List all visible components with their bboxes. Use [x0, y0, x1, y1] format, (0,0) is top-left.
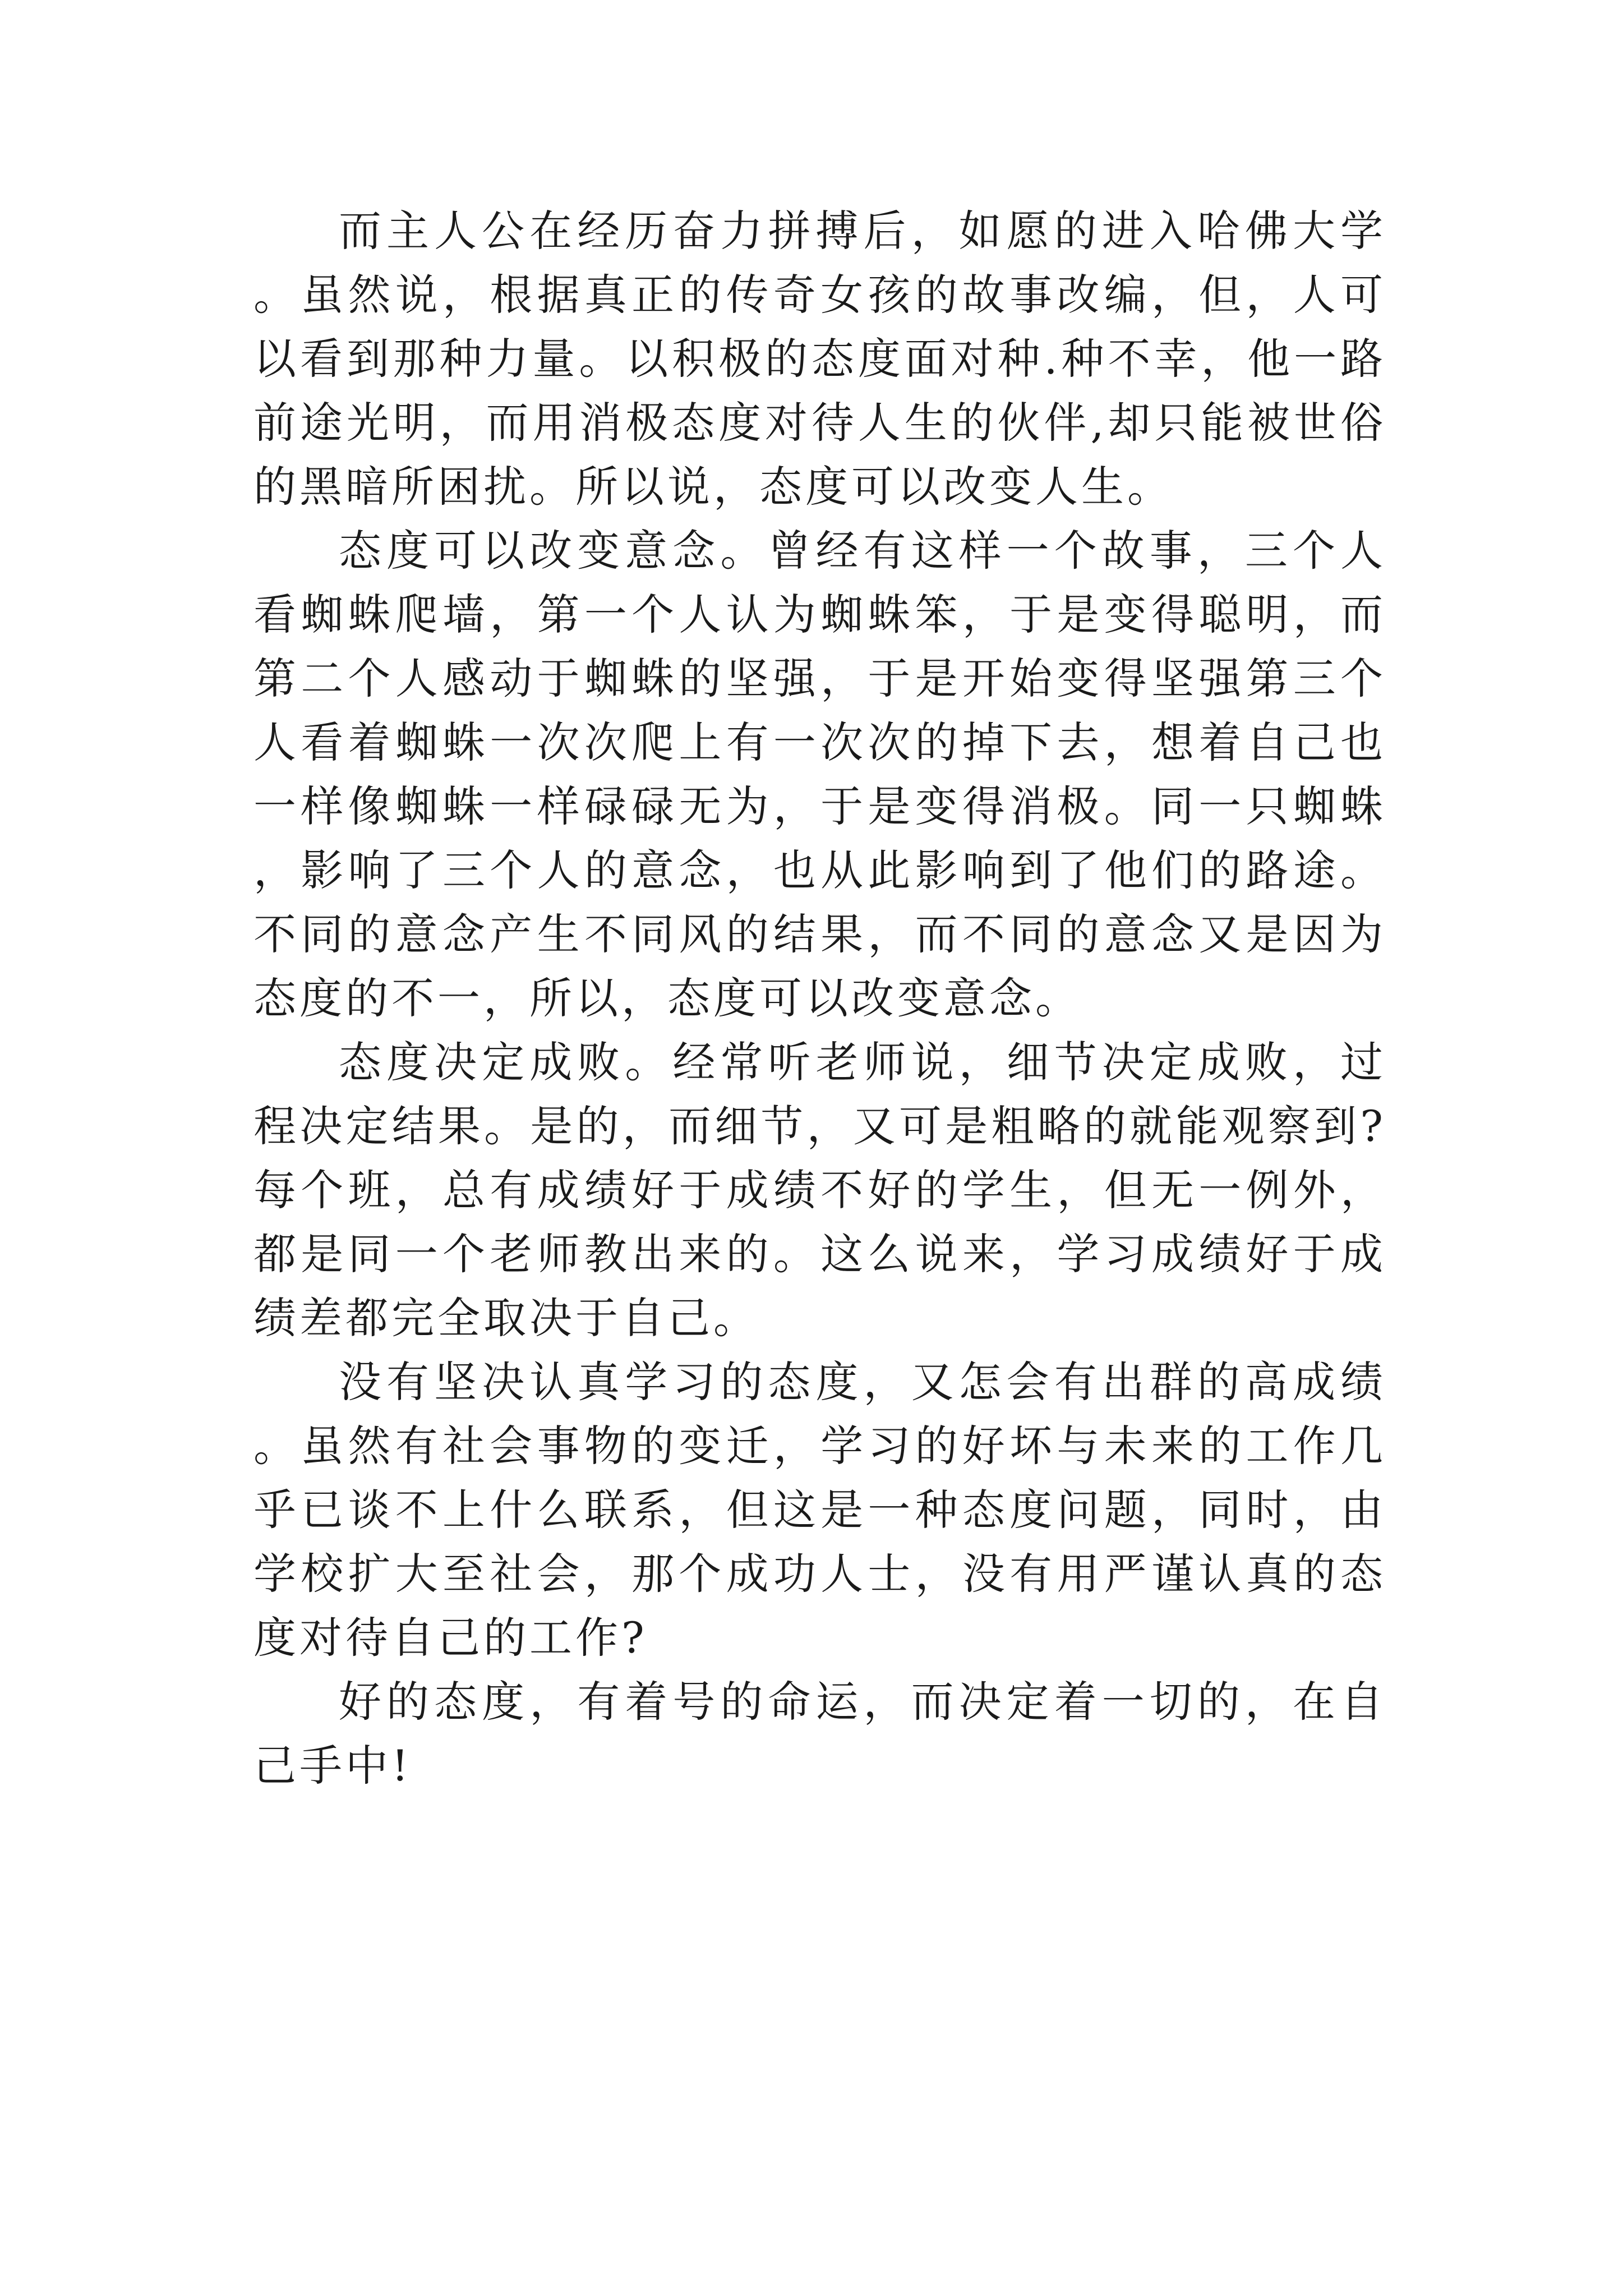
paragraph-1: 而主人公在经历奋力拼搏后，如愿的进入哈佛大学。虽然说，根据真正的传奇女孩的故事改编，但，人可以看到那种力量。以积极的态度面对种.种不幸，他一路前途光明，而用消极态度对待人生的伙伴,却只能被世俗的黑暗所困扰。所以说，态度可以改变人生。 [253, 206, 1386, 512]
paragraph-3: 态度决定成败。经常听老师说，细节决定成败，过程决定结果。是的，而细节，又可是粗略的就能观察到?每个班，总有成绩好于成绩不好的学生，但无一例外，都是同一个老师教出来的。这么说来，学习成绩好于成绩差都完全取决于自己。 [253, 1037, 1386, 1343]
paragraph-4: 没有坚决认真学习的态度，又怎会有出群的高成绩。虽然有社会事物的变迁，学习的好坏与未来的工作几乎已谈不上什么联系，但这是一种态度问题，同时，由学校扩大至社会，那个成功人士，没有用严谨认真的态度对待自己的工作? [253, 1357, 1386, 1663]
paragraph-5: 好的态度，有着号的命运，而决定着一切的，在自己手中! [253, 1677, 1386, 1791]
paragraph-2: 态度可以改变意念。曾经有这样一个故事，三个人看蜘蛛爬墙，第一个人认为蜘蛛笨，于是变得聪明，而第二个人感动于蜘蛛的坚强，于是开始变得坚强第三个人看着蜘蛛一次次爬上有一次次的掉下去，想着自己也一样像蜘蛛一样碌碌无为，于是变得消极。同一只蜘蛛，影响了三个人的意念，也从此影响到了他们的路途。不同的意念产生不同风的结果，而不同的意念又是因为态度的不一，所以，态度可以改变意念。 [253, 526, 1386, 1023]
essay-body [253, 199, 1386, 1798]
